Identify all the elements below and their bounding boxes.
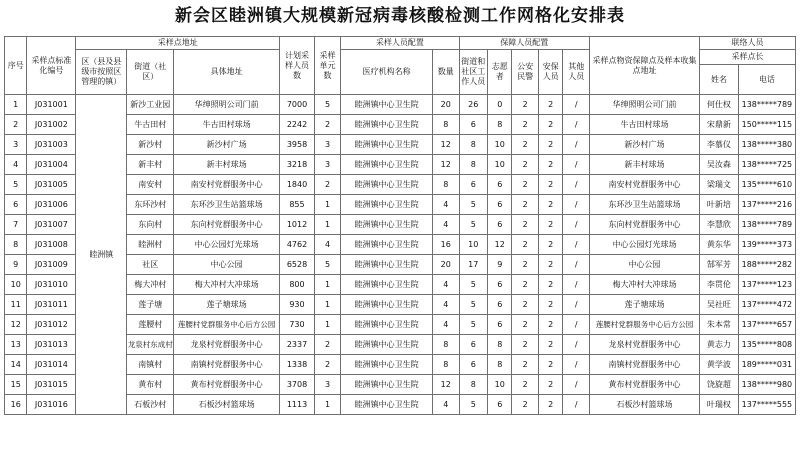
cell-seq: 6	[5, 195, 27, 215]
cell-street-staff: 8	[459, 375, 488, 395]
cell-others: /	[563, 195, 590, 215]
cell-count: 4	[433, 315, 459, 335]
cell-count: 12	[433, 375, 459, 395]
cell-name: 黄学波	[700, 355, 739, 375]
cell-units: 1	[314, 295, 340, 315]
cell-volunteer: 6	[488, 175, 512, 195]
cell-police: 2	[512, 275, 538, 295]
cell-seq: 1	[5, 95, 27, 115]
cell-planned: 730	[280, 315, 315, 335]
cell-phone: 138*****789	[738, 215, 795, 235]
cell-address: 中心公园	[174, 255, 280, 275]
cell-district: 睦洲镇	[76, 95, 127, 415]
cell-volunteer: 6	[488, 195, 512, 215]
cell-street: 南镇村	[127, 355, 174, 375]
cell-code: J031008	[27, 235, 76, 255]
cell-others: /	[563, 355, 590, 375]
header-security: 安保人员	[538, 50, 562, 95]
cell-street: 东向村	[127, 215, 174, 235]
cell-institution: 睦洲镇中心卫生院	[341, 275, 433, 295]
cell-volunteer: 6	[488, 275, 512, 295]
cell-phone: 189*****031	[738, 355, 795, 375]
cell-code: J031015	[27, 375, 76, 395]
cell-police: 2	[512, 175, 538, 195]
header-others: 其他人员	[563, 50, 590, 95]
cell-volunteer: 6	[488, 295, 512, 315]
schedule-table	[4, 36, 796, 415]
cell-address: 南安村党群服务中心	[174, 175, 280, 195]
cell-units: 3	[314, 155, 340, 175]
header-group-address: 采样点地址	[76, 37, 280, 50]
cell-units: 5	[314, 95, 340, 115]
header-phone: 电话	[759, 75, 776, 84]
cell-phone: 138*****725	[738, 155, 795, 175]
cell-security: 2	[538, 215, 562, 235]
cell-others: /	[563, 275, 590, 295]
cell-security: 2	[538, 275, 562, 295]
cell-phone: 137*****472	[738, 295, 795, 315]
cell-seq: 12	[5, 315, 27, 335]
cell-address: 黄布村党群服务中心	[174, 375, 280, 395]
cell-planned: 7000	[280, 95, 315, 115]
cell-institution: 睦洲镇中心卫生院	[341, 315, 433, 335]
header-code: 采样点标准化编号	[27, 37, 76, 95]
cell-others: /	[563, 295, 590, 315]
cell-phone: 135*****808	[738, 335, 795, 355]
cell-volunteer: 10	[488, 135, 512, 155]
cell-phone: 137*****657	[738, 315, 795, 335]
cell-seq: 3	[5, 135, 27, 155]
cell-police: 2	[512, 395, 538, 415]
cell-police: 2	[512, 295, 538, 315]
cell-count: 8	[433, 115, 459, 135]
cell-institution: 睦洲镇中心卫生院	[341, 355, 433, 375]
cell-address: 中心公园灯光球场	[174, 235, 280, 255]
cell-volunteer: 6	[488, 215, 512, 235]
cell-count: 12	[433, 135, 459, 155]
cell-volunteer: 8	[488, 115, 512, 135]
cell-police: 2	[512, 95, 538, 115]
cell-institution: 睦洲镇中心卫生院	[341, 175, 433, 195]
cell-storage: 牛古田村球场	[589, 115, 699, 135]
cell-storage: 华绅照明公司门前	[589, 95, 699, 115]
cell-street: 莲子塘	[127, 295, 174, 315]
cell-volunteer: 6	[488, 315, 512, 335]
cell-count: 4	[433, 215, 459, 235]
header-count: 数量	[433, 50, 459, 95]
cell-others: /	[563, 315, 590, 335]
cell-street-staff: 5	[459, 315, 488, 335]
cell-volunteer: 9	[488, 255, 512, 275]
cell-code: J031011	[27, 295, 76, 315]
cell-police: 2	[512, 155, 538, 175]
cell-others: /	[563, 115, 590, 135]
cell-storage: 东向村党群服务中心	[589, 215, 699, 235]
cell-code: J031016	[27, 395, 76, 415]
cell-address: 南镇村党群服务中心	[174, 355, 280, 375]
cell-seq: 2	[5, 115, 27, 135]
cell-others: /	[563, 375, 590, 395]
cell-others: /	[563, 215, 590, 235]
cell-count: 12	[433, 155, 459, 175]
cell-address: 东向村党群服务中心	[174, 215, 280, 235]
cell-planned: 3218	[280, 155, 315, 175]
cell-phone: 138*****980	[738, 375, 795, 395]
cell-units: 1	[314, 195, 340, 215]
header-police: 公安民警	[512, 50, 538, 95]
cell-street-staff: 10	[459, 235, 488, 255]
cell-storage: 东环沙卫生站篮球场	[589, 195, 699, 215]
cell-name: 宋鼎新	[700, 115, 739, 135]
cell-police: 2	[512, 235, 538, 255]
cell-seq: 13	[5, 335, 27, 355]
cell-volunteer: 8	[488, 335, 512, 355]
cell-storage: 黄布村党群服务中心	[589, 375, 699, 395]
cell-others: /	[563, 135, 590, 155]
cell-others: /	[563, 155, 590, 175]
cell-phone: 137*****555	[738, 395, 795, 415]
cell-units: 1	[314, 315, 340, 335]
table-row	[5, 95, 796, 115]
header-units: 采样单元数	[314, 37, 340, 95]
cell-street: 石板沙村	[127, 395, 174, 415]
cell-storage: 南安村党群服务中心	[589, 175, 699, 195]
cell-seq: 7	[5, 215, 27, 235]
cell-count: 16	[433, 235, 459, 255]
cell-storage: 中心公园	[589, 255, 699, 275]
header-planned: 计划采样人员数	[280, 37, 315, 95]
cell-institution: 睦洲镇中心卫生院	[341, 155, 433, 175]
header-group-support: 保障人员配置	[459, 37, 589, 50]
cell-storage: 中心公园灯光球场	[589, 235, 699, 255]
cell-units: 1	[314, 215, 340, 235]
cell-street: 黄布村	[127, 375, 174, 395]
cell-street: 南安村	[127, 175, 174, 195]
cell-security: 2	[538, 175, 562, 195]
cell-phone: 150*****115	[738, 115, 795, 135]
cell-code: J031009	[27, 255, 76, 275]
cell-security: 2	[538, 295, 562, 315]
cell-storage: 石板沙村篮球场	[589, 395, 699, 415]
cell-security: 2	[538, 135, 562, 155]
cell-planned: 1113	[280, 395, 315, 415]
cell-others: /	[563, 175, 590, 195]
cell-volunteer: 10	[488, 155, 512, 175]
cell-seq: 9	[5, 255, 27, 275]
cell-street-staff: 8	[459, 155, 488, 175]
header-name: 姓名	[700, 65, 739, 94]
cell-planned: 4762	[280, 235, 315, 255]
cell-address: 东环沙卫生站篮球场	[174, 195, 280, 215]
cell-police: 2	[512, 195, 538, 215]
cell-address: 牛古田村球场	[174, 115, 280, 135]
cell-police: 2	[512, 135, 538, 155]
cell-storage: 莲腰村党群服务中心后方公园	[589, 315, 699, 335]
cell-institution: 睦洲镇中心卫生院	[341, 95, 433, 115]
cell-institution: 睦洲镇中心卫生院	[341, 235, 433, 255]
cell-security: 2	[538, 375, 562, 395]
cell-name: 吴社旺	[700, 295, 739, 315]
cell-code: J031012	[27, 315, 76, 335]
cell-phone: 139*****373	[738, 235, 795, 255]
header-volunteer: 志愿者	[488, 50, 512, 95]
cell-security: 2	[538, 395, 562, 415]
cell-others: /	[563, 335, 590, 355]
cell-seq: 8	[5, 235, 27, 255]
cell-street: 牛古田村	[127, 115, 174, 135]
cell-storage: 新丰村球场	[589, 155, 699, 175]
cell-address: 梅大冲村大冲球场	[174, 275, 280, 295]
cell-code: J031014	[27, 355, 76, 375]
cell-name: 黄东华	[700, 235, 739, 255]
cell-street-staff: 6	[459, 115, 488, 135]
cell-units: 2	[314, 115, 340, 135]
cell-institution: 睦洲镇中心卫生院	[341, 135, 433, 155]
cell-planned: 1840	[280, 175, 315, 195]
cell-count: 20	[433, 95, 459, 115]
cell-others: /	[563, 255, 590, 275]
header-district: 区（县及县级市按照区管理的镇）	[76, 50, 127, 95]
cell-address: 石板沙村篮球场	[174, 395, 280, 415]
cell-street: 东环沙村	[127, 195, 174, 215]
cell-address: 龙泉村党群服务中心	[174, 335, 280, 355]
cell-street-staff: 26	[459, 95, 488, 115]
cell-street: 新丰村	[127, 155, 174, 175]
cell-police: 2	[512, 315, 538, 335]
cell-volunteer: 8	[488, 355, 512, 375]
cell-seq: 10	[5, 275, 27, 295]
cell-street-staff: 6	[459, 355, 488, 375]
cell-street: 莲腰村	[127, 315, 174, 335]
cell-street-staff: 5	[459, 195, 488, 215]
header-group-leader: 采样点长	[700, 50, 795, 65]
header-storage: 采样点物资保障点及样本收集点地址	[589, 37, 699, 95]
cell-address: 新丰村球场	[174, 155, 280, 175]
cell-security: 2	[538, 255, 562, 275]
cell-security: 2	[538, 155, 562, 175]
cell-street: 新沙工业园	[127, 95, 174, 115]
cell-storage: 新沙村广场	[589, 135, 699, 155]
cell-security: 2	[538, 195, 562, 215]
cell-street: 新沙村	[127, 135, 174, 155]
cell-count: 4	[433, 275, 459, 295]
cell-institution: 睦洲镇中心卫生院	[341, 195, 433, 215]
header-address: 具体地址	[174, 50, 280, 95]
cell-institution: 睦洲镇中心卫生院	[341, 295, 433, 315]
cell-planned: 6528	[280, 255, 315, 275]
cell-code: J031004	[27, 155, 76, 175]
cell-street-staff: 5	[459, 275, 488, 295]
cell-security: 2	[538, 95, 562, 115]
cell-phone: 137*****123	[738, 275, 795, 295]
cell-code: J031013	[27, 335, 76, 355]
cell-security: 2	[538, 355, 562, 375]
cell-count: 4	[433, 295, 459, 315]
cell-street-staff: 8	[459, 135, 488, 155]
document-title: 新会区睦洲镇大规模新冠病毒核酸检测工作网格化安排表	[175, 6, 625, 26]
cell-street-staff: 5	[459, 215, 488, 235]
cell-street: 睦洲村	[127, 235, 174, 255]
cell-count: 20	[433, 255, 459, 275]
cell-street-staff: 5	[459, 295, 488, 315]
cell-institution: 睦洲镇中心卫生院	[341, 215, 433, 235]
cell-security: 2	[538, 235, 562, 255]
cell-street: 龙泉村东成村	[127, 335, 174, 355]
cell-police: 2	[512, 375, 538, 395]
cell-phone: 138*****789	[738, 95, 795, 115]
cell-name: 李贯伦	[700, 275, 739, 295]
cell-planned: 3708	[280, 375, 315, 395]
header-street: 街道（社区）	[127, 50, 174, 95]
cell-planned: 1012	[280, 215, 315, 235]
cell-volunteer: 10	[488, 375, 512, 395]
cell-seq: 14	[5, 355, 27, 375]
cell-count: 4	[433, 395, 459, 415]
cell-code: J031006	[27, 195, 76, 215]
cell-phone: 138*****380	[738, 135, 795, 155]
header-seq: 序号	[5, 37, 27, 95]
cell-units: 5	[314, 255, 340, 275]
cell-street-staff: 5	[459, 395, 488, 415]
cell-address: 莲子塘球场	[174, 295, 280, 315]
cell-institution: 睦洲镇中心卫生院	[341, 395, 433, 415]
header-institution: 医疗机构名称	[341, 50, 433, 95]
cell-institution: 睦洲镇中心卫生院	[341, 375, 433, 395]
cell-security: 2	[538, 335, 562, 355]
cell-others: /	[563, 395, 590, 415]
cell-seq: 16	[5, 395, 27, 415]
cell-planned: 2337	[280, 335, 315, 355]
cell-institution: 睦洲镇中心卫生院	[341, 255, 433, 275]
cell-name: 吴汝森	[700, 155, 739, 175]
cell-phone: 135*****610	[738, 175, 795, 195]
cell-seq: 15	[5, 375, 27, 395]
cell-address: 莲腰村党群服务中心后方公园	[174, 315, 280, 335]
cell-storage: 莲子塘球场	[589, 295, 699, 315]
cell-code: J031003	[27, 135, 76, 155]
cell-count: 4	[433, 195, 459, 215]
cell-institution: 睦洲镇中心卫生院	[341, 335, 433, 355]
cell-code: J031001	[27, 95, 76, 115]
cell-name: 黄志力	[700, 335, 739, 355]
cell-units: 2	[314, 355, 340, 375]
cell-volunteer: 0	[488, 95, 512, 115]
cell-seq: 5	[5, 175, 27, 195]
cell-planned: 855	[280, 195, 315, 215]
cell-seq: 4	[5, 155, 27, 175]
cell-units: 2	[314, 335, 340, 355]
cell-code: J031002	[27, 115, 76, 135]
cell-planned: 1338	[280, 355, 315, 375]
cell-volunteer: 6	[488, 395, 512, 415]
cell-code: J031005	[27, 175, 76, 195]
cell-storage: 龙泉村党群服务中心	[589, 335, 699, 355]
cell-others: /	[563, 235, 590, 255]
cell-others: /	[563, 95, 590, 115]
cell-planned: 3958	[280, 135, 315, 155]
cell-name: 李慧欣	[700, 215, 739, 235]
cell-seq: 11	[5, 295, 27, 315]
cell-address: 华绅照明公司门前	[174, 95, 280, 115]
cell-police: 2	[512, 255, 538, 275]
cell-institution: 睦洲镇中心卫生院	[341, 115, 433, 135]
cell-police: 2	[512, 355, 538, 375]
cell-street: 梅大冲村	[127, 275, 174, 295]
cell-units: 1	[314, 275, 340, 295]
cell-units: 3	[314, 375, 340, 395]
cell-planned: 800	[280, 275, 315, 295]
cell-phone: 137*****216	[738, 195, 795, 215]
cell-police: 2	[512, 115, 538, 135]
cell-name: 叶新培	[700, 195, 739, 215]
cell-planned: 930	[280, 295, 315, 315]
cell-count: 8	[433, 175, 459, 195]
cell-security: 2	[538, 115, 562, 135]
cell-code: J031010	[27, 275, 76, 295]
cell-units: 4	[314, 235, 340, 255]
cell-name: 饶旋超	[700, 375, 739, 395]
cell-street-staff: 6	[459, 175, 488, 195]
cell-police: 2	[512, 215, 538, 235]
cell-planned: 2242	[280, 115, 315, 135]
cell-count: 8	[433, 355, 459, 375]
cell-name: 郜军芳	[700, 255, 739, 275]
cell-units: 3	[314, 135, 340, 155]
cell-name: 梁瑞文	[700, 175, 739, 195]
cell-units: 1	[314, 395, 340, 415]
cell-address: 新沙村广场	[174, 135, 280, 155]
cell-volunteer: 12	[488, 235, 512, 255]
cell-units: 2	[314, 175, 340, 195]
cell-storage: 南镇村党群服务中心	[589, 355, 699, 375]
header-street-staff: 街道和社区工作人员	[459, 50, 488, 95]
cell-phone: 188*****282	[738, 255, 795, 275]
cell-security: 2	[538, 315, 562, 335]
cell-police: 2	[512, 335, 538, 355]
header-group-contact: 联络人员	[700, 37, 796, 50]
cell-name: 朱本常	[700, 315, 739, 335]
cell-code: J031007	[27, 215, 76, 235]
cell-street: 社区	[127, 255, 174, 275]
cell-count: 8	[433, 335, 459, 355]
cell-name: 李慕仪	[700, 135, 739, 155]
cell-street-staff: 6	[459, 335, 488, 355]
cell-name: 叶瑞权	[700, 395, 739, 415]
header-group-staff: 采样人员配置	[341, 37, 459, 50]
cell-street-staff: 17	[459, 255, 488, 275]
cell-storage: 梅大冲村大冲球场	[589, 275, 699, 295]
cell-name: 何仕权	[700, 95, 739, 115]
